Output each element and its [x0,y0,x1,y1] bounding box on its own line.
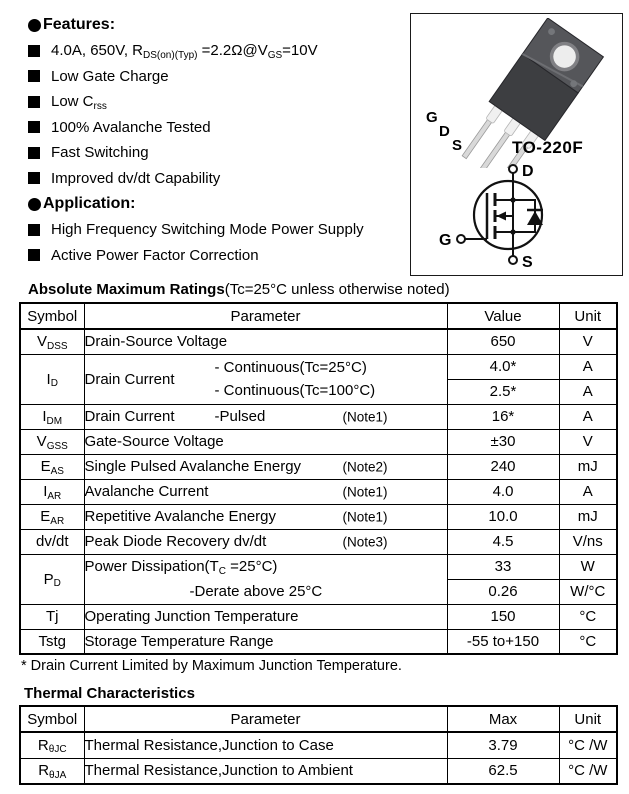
bullet-square-icon [28,147,40,159]
parameter-cell [84,758,447,784]
parameter-cell [84,429,447,454]
unit-cell: V [559,429,617,454]
unit-cell: W/°C [559,579,617,604]
note-reference: (Note1) [342,484,388,499]
parameter-line: - Continuous(Tc=100°C) [214,382,376,399]
value-cell: -55 to+150 [447,629,559,654]
application-header-label: Application: [43,195,136,212]
feature-item-label: 4.0A, 650V, RDS(on)(Typ) =2.2Ω@VGS=10V [51,42,318,61]
header-row [20,706,617,732]
parameter-cell [84,454,447,479]
pin-label-source: S [452,137,463,154]
table-row [20,429,617,454]
unit-cell: A [559,479,617,504]
source-terminal [509,256,517,264]
application-item-label: High Frequency Switching Mode Power Supply [51,221,364,239]
package-name-label: TO-220F [512,138,584,157]
unit-cell: mJ [559,454,617,479]
parameter-cell [84,354,447,404]
table-row [20,504,617,529]
bullet-square-icon [28,96,40,108]
unit-cell: °C [559,604,617,629]
parameter-line: Power Dissipation(TC =25°C) [84,558,278,577]
table-row [20,604,617,629]
features-header-label: Features: [43,16,116,33]
parameter-line: Single Pulsed Avalanche Energy [84,458,302,475]
unit-cell: V [559,329,617,354]
parameter-cell [84,732,447,758]
feature-item [28,115,406,141]
value-cell: 4.0 [447,479,559,504]
bullet-square-icon [28,224,40,236]
feature-item [28,166,406,192]
feature-item-label: 100% Avalanche Tested [51,118,211,136]
application-header [28,191,406,217]
value-cell: 62.5 [447,758,559,784]
parameter-line: -Derate above 25°C [189,583,323,600]
value-cell: 4.5 [447,529,559,554]
bullet-square-icon [28,172,40,184]
column-header: Unit [559,706,617,732]
feature-item [28,64,406,90]
symbol-cell: dv/dt [20,529,84,554]
mosfet-symbol [411,160,620,274]
column-header: Symbol [20,303,84,329]
parameter-line: Avalanche Current [84,483,209,500]
parameter-cell [84,329,447,354]
thermal-title: Thermal Characteristics [24,685,195,702]
parameter-line: Thermal Resistance,Junction to Case [84,736,334,754]
symbol-cell: Tj [20,604,84,629]
parameter-line: Repetitive Avalanche Energy [84,508,277,525]
features-section [28,12,406,268]
feature-item-label: Low Gate Charge [51,67,169,85]
table-row [20,529,617,554]
symbol-cell: ID [20,354,84,404]
application-item-label: Active Power Factor Correction [51,246,259,264]
gate-terminal [457,235,465,243]
parameter-cell [84,404,447,429]
symbol-cell: EAS [20,454,84,479]
package-box [410,13,623,276]
parameter-line: Storage Temperature Range [84,632,274,650]
value-cell: 16* [447,404,559,429]
unit-cell: A [559,354,617,379]
parameter-cell [84,554,447,604]
value-cell: ±30 [447,429,559,454]
parameter-cell [84,529,447,554]
symbol-gate-label: G [439,232,452,249]
symbol-cell: EAR [20,504,84,529]
symbol-source-label: S [522,254,533,271]
abs-max-table [19,302,618,655]
parameter-line: - Continuous(Tc=25°C) [214,359,367,376]
parameter-line: Peak Diode Recovery dv/dt [84,533,267,550]
table-row [20,329,617,354]
column-header: Max [447,706,559,732]
symbol-cell: IDM [20,404,84,429]
features-list [28,38,406,191]
column-header: Parameter [84,303,447,329]
application-list [28,217,406,268]
value-cell: 33 [447,554,559,579]
feature-item [28,38,406,64]
diode-icon [527,211,543,225]
parameter-line: Thermal Resistance,Junction to Ambient [84,762,353,780]
table-row [20,479,617,504]
table-row [20,629,617,654]
value-cell: 10.0 [447,504,559,529]
parameter-label: Drain Current [84,370,175,388]
note-reference: (Note3) [342,534,388,549]
value-cell: 3.79 [447,732,559,758]
unit-cell: V/ns [559,529,617,554]
unit-cell: A [559,404,617,429]
application-item [28,243,406,269]
bullet-square-icon [28,249,40,261]
table-row [20,404,617,429]
abs-max-footnote: * Drain Current Limited by Maximum Junction Temperature. [21,658,402,674]
symbol-cell: Tstg [20,629,84,654]
table-row [20,758,617,784]
drain-terminal [509,165,517,173]
unit-cell: °C [559,629,617,654]
column-header: Symbol [20,706,84,732]
bullet-square-icon [28,121,40,133]
header-row [20,303,617,329]
parameter-label: Drain Current [84,408,175,425]
bullet-circle-icon [28,19,41,32]
unit-cell: W [559,554,617,579]
value-cell: 4.0* [447,354,559,379]
abs-max-title [28,281,450,298]
feature-item [28,89,406,115]
features-header [28,12,406,38]
feature-item-label: Improved dv/dt Capability [51,169,221,187]
note-reference: (Note1) [342,509,388,524]
table-row [20,354,617,379]
value-cell: 650 [447,329,559,354]
parameter-line: Drain-Source Voltage [84,333,228,351]
note-reference: (Note1) [342,409,388,424]
bullet-square-icon [28,70,40,82]
note-reference: (Note2) [342,459,388,474]
feature-item [28,140,406,166]
table-row [20,554,617,579]
parameter-cell [84,629,447,654]
table-row [20,732,617,758]
symbol-cell: IAR [20,479,84,504]
abs-max-title-note: (Tc=25°C unless otherwise noted) [224,281,450,298]
symbol-cell: PD [20,554,84,604]
symbol-cell: RθJA [20,758,84,784]
unit-cell: A [559,379,617,404]
symbol-cell: VGSS [20,429,84,454]
symbol-cell: RθJC [20,732,84,758]
unit-cell: °C /W [559,758,617,784]
value-cell: 150 [447,604,559,629]
table-row [20,454,617,479]
bullet-circle-icon [28,198,41,211]
abs-max-title-bold: Absolute Maximum Ratings [28,281,225,298]
symbol-drain-label: D [522,163,534,180]
value-cell: 240 [447,454,559,479]
feature-item-label: Fast Switching [51,144,149,162]
parameter-cell [84,479,447,504]
column-header: Unit [559,303,617,329]
pin-label-gate: G [426,109,438,126]
column-header: Parameter [84,706,447,732]
parameter-line: -Pulsed [214,408,266,425]
column-header: Value [447,303,559,329]
feature-item-label: Low Crss [51,93,107,112]
parameter-line: Gate-Source Voltage [84,433,224,450]
substrate-arrow-icon [497,212,507,221]
parameter-line: Operating Junction Temperature [84,608,299,625]
value-cell: 0.26 [447,579,559,604]
parameter-cell [84,504,447,529]
parameter-cell [84,604,447,629]
pin-label-drain: D [439,123,450,140]
symbol-cell: VDSS [20,329,84,354]
thermal-table [19,705,618,785]
unit-cell: °C /W [559,732,617,758]
unit-cell: mJ [559,504,617,529]
application-item [28,217,406,243]
bullet-square-icon [28,45,40,57]
value-cell: 2.5* [447,379,559,404]
